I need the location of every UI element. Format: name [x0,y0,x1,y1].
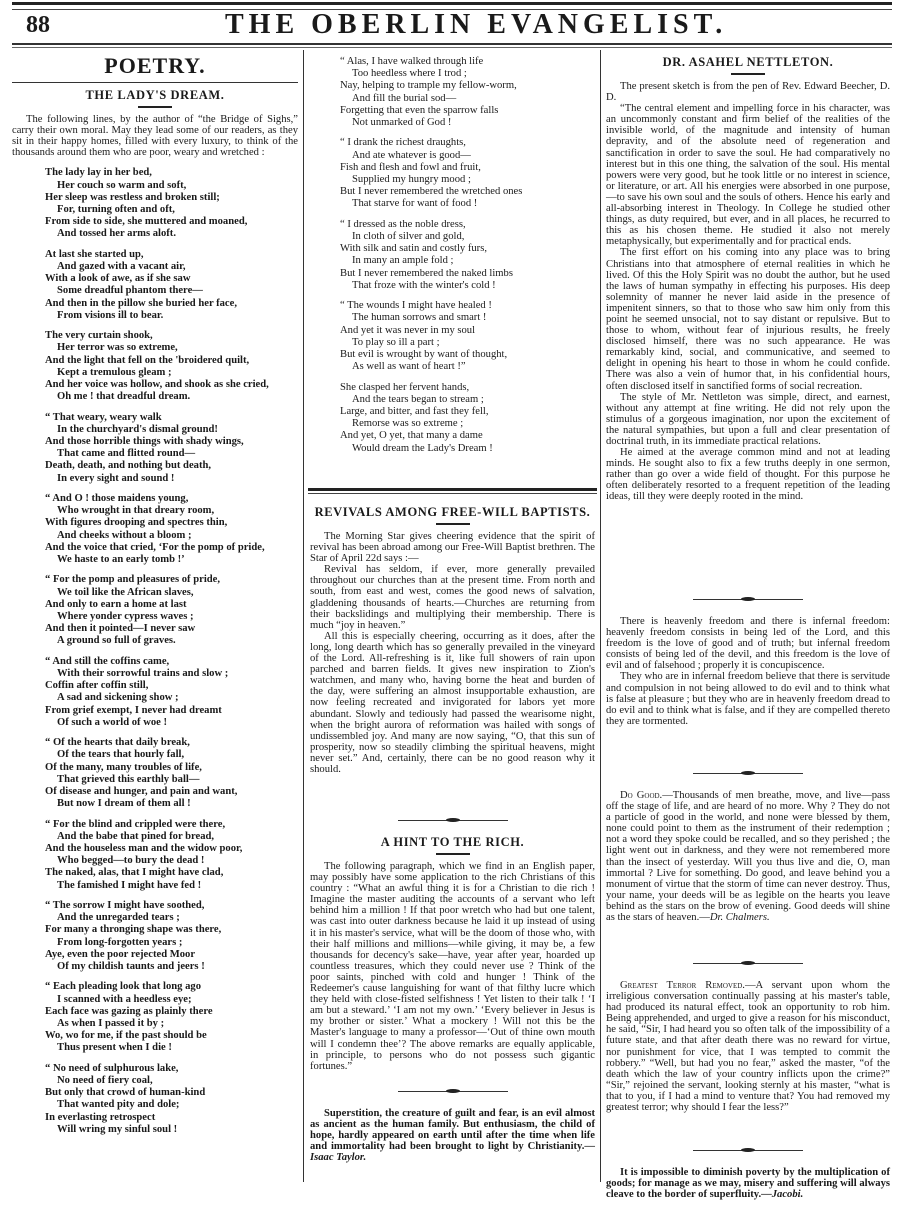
article-body [310,531,595,775]
stanza [45,167,298,240]
item-body [606,616,890,727]
paragraph: There is heavenly freedom and there is infernal freedom: heavenly freedom consists in being led of the Lord, and this freedom is the love of good and of truth; but infernal freedom consists of being led of the devil, and this freedom is the love of evil and of falsehood ; properly it is concupiscence. [606,616,890,672]
poem-line: The human sorrows and smart ! [352,312,487,324]
poem-line: A sad and sickening show ; [57,692,179,704]
poem-line: Who wrought in that dreary room, [57,505,215,517]
poem-line: With silk and satin and costly furs, [340,243,487,255]
poem-line: And tossed her arms aloft. [57,228,176,240]
poem-line: The famished I might have fed ! [57,879,202,891]
poem-line: And only to earn a home at last [45,598,187,610]
paragraph: Revival has seldom, if ever, more generally prevailed throughout our churches than at the present time. From north and south, from east and west, comes the good news of salvation, gladdening thousands of hearts.—Churches are returning from their backslidings and multiplying their membership. There is much “joy in heaven.” [310,564,595,631]
title-rule [731,73,765,75]
poem-line: In the churchyard's dismal ground! [57,423,218,435]
do-good-item [606,773,890,923]
poem-line: That starve for want of food ! [352,198,478,210]
stanza [45,900,298,973]
paragraph: The first effort on his coming into any place was to bring Christians into that atmosphere of eternal realities in which he lived. Of this the Holy Spirit was no doubt the author, but he used the laws of human sympathy in effecting his purposes. His deep solemnity of manner he never laid aside in the presence of impenitent sinners, so that to those who saw him only from this point he seemed unsocial, not to say distant or repulsive. But to those to whom, without fear of injurious results, he freely disclosed himself, there was no such appearance. He was remarkably kind, social, and communicative, and seemed to delight in opening his heart to those in whom he could confide. There was also a vein of humor that, in his confidential hours, often disclosed itself in sanctified forms of social recreation. [606,247,890,392]
poem-line: From side to side, she muttered and moaned, [45,216,248,228]
double-rule [308,488,597,494]
terror-item [606,963,890,1113]
poem-line: “ For the blind and crippled were there, [45,818,226,830]
nettleton-article [606,54,890,503]
poem-line: A ground so full of graves. [57,635,176,647]
item-text [606,980,890,1113]
poem-line: “ Of the hearts that daily break, [45,737,190,749]
poem-line: Of the tears that hourly fall, [57,749,185,761]
poem-line: We haste to an early tomb !’ [57,554,185,566]
poem-line: “ For the pomp and pleasures of pride, [45,574,221,586]
ornamental-rule [693,1150,803,1154]
article-title: A HINT TO THE RICH. [380,835,525,849]
poem-line: And the tears began to stream ; [352,393,484,405]
poem-line: And cheeks without a bloom ; [57,529,192,541]
section-rule [12,82,298,83]
poem-line: Of my childish taunts and jeers ! [57,961,205,973]
paragraph: The Morning Star gives cheering evidence that the spirit of revival has been abroad among our Free-Will Baptist brethren. The Star of April 22d says :— [310,531,595,565]
poem-line: “ I drank the richest draughts, [340,137,466,149]
paragraph: They who are in infernal freedom believe that there is servitude and compulsion in not being allowed to do evil and to think what is false at pleasure ; but they who are in heavenly freedom dread to do evil and to think what is false, and if they are compelled thereto they are tormented. [606,671,890,727]
poem-line: And those horrible things with shady wings, [45,436,244,447]
poem-line: And fill the burial sod— [352,92,457,104]
column-divider [600,50,601,1182]
paragraph: The following paragraph, which we find in an English paper, may possibly have some application to the rich Christians of this country : “What an awful thing it is for a Christian to die rich ! Imagine the master auditing the accounts of a servant who left behind him a million ! If that poor wretch who had but one talent, was cast into outer darkness because he laid it up instead of using it in his master's service, what will be the doom of those who, with their half millions and millions—while giving, it may be, a few thousands for decency's sake—have, year after year, hoarded up countless treasures, which they could never use ? Think of the poor saints, pinched with cold and hunger ! Think of the Redeemer's cause languishing for want of that filthy lucre which they held with close-fisted selfishness ! Yet listen to their talk ! ‘I am but a steward.’ ‘I am not my own.’ ‘Every believer in Jesus is my brother or sister.’ What a mockery ! Will not this be the Master's language to many a professor—‘Out of thine own mouth will I condemn thee’? The above remarks are equally applicable, in principle, to persons who do not possess such gigantic fortunes.” [310,861,595,1072]
poem-line: Where yonder cypress waves ; [57,611,194,623]
poem-line: And the light that fell on the 'broidered quilt, [45,354,250,366]
quote-text: Superstition, the creature of guilt and fear, is an evil almost as ancient as the human family. But enthusiasm, the child of hope, hardly appeared on earth until after the time when life and immortality had been brought to light by Christianity.— [310,1108,595,1153]
article-body [606,81,890,503]
poem-line: Oh me ! that dreadful dream. [57,391,191,403]
poem-line: As when I passed it by ; [57,1018,165,1030]
poem-line: For, turning often and oft, [57,203,175,215]
poem-line: Her sleep was restless and broken still; [45,191,220,203]
item-lead: Do Good. [620,790,663,801]
stanza [340,300,595,373]
poem-line: Aye, even the poor rejected Moor [45,948,196,960]
ornamental-rule [693,773,803,777]
section-title: POETRY. [104,53,206,78]
poem-line: But I never remembered the wretched ones [340,186,523,198]
masthead-bottom-rule [12,43,892,48]
poem-line: Thus present when I die ! [57,1042,172,1054]
title-rule [436,523,470,525]
stanza [45,493,298,566]
poem-line: That grieved this earthly ball— [57,773,200,785]
poem-line: And then it pointed—I never saw [45,623,196,635]
stanza [45,574,298,647]
poem-line: Forgetting that even the sparrow falls [340,104,499,116]
poem-line: Not unmarked of God ! [352,117,452,129]
newspaper-title: THE OBERLIN EVANGELIST. [225,9,728,40]
poem-line: To play so ill a part ; [352,336,440,348]
poem-line: That wanted pity and dole; [57,1099,180,1111]
article-body [310,861,595,1072]
poem-line: Coffin after coffin still, [45,680,149,692]
column-divider [303,50,304,1182]
poem-line: I scanned with a heedless eye; [57,993,192,1005]
poem-line: “ The sorrow I might have soothed, [45,900,205,912]
poem-line: And then in the pillow she buried her face, [45,297,237,309]
paragraph: The present sketch is from the pen of Rev. Edward Beecher, D. D. [606,81,890,104]
poem-continued [310,56,595,463]
poem-line: Kept a tremulous gleam ; [57,366,172,378]
hint-article [310,820,595,1072]
poem-line: From grief exempt, I never had dreamt [45,704,222,716]
poem-line: That came and flitted round— [57,448,196,460]
poem-line: Large, and bitter, and fast they fell, [340,406,489,418]
poem-line: Nay, helping to trample my fellow-worm, [340,80,517,92]
poem-line: And gazed with a vacant air, [57,260,186,272]
poem-line: With figures drooping and spectres thin, [45,517,228,529]
poem-line: And the voice that cried, ‘For the pomp of pride, [45,541,265,553]
poem-line: For many a thronging shape was there, [45,924,222,936]
poem-line: And the unregarded tears ; [57,912,180,924]
poem-line: In many an ample fold ; [352,255,454,267]
poem-line: “ And O ! those maidens young, [45,493,189,504]
title-rule [138,106,172,108]
stanza [45,330,298,403]
stanza [45,1063,298,1136]
superstition-item [310,1091,595,1163]
poem-line: And yet, O yet, that many a dame [340,430,483,442]
poem-line: “ No need of sulphurous lake, [45,1062,179,1074]
poem-line: Fish and flesh and fowl and fruit, [340,161,481,173]
poem-line: Will wring my sinful soul ! [57,1123,178,1135]
poverty-item [606,1150,890,1200]
stanza [340,137,595,210]
paragraph: “The central element and impelling force in his character, was an uncommonly constant and firm belief of the realities of the invisible world, of the magnitude and intensity of human depravity, and of the absolute need of regeneration and sanctification in order to save the soul. He had comparatively no interest but in this one thing, the salvation of the soul. His mental powers were very good, but he took little or no interest in science, or literature, or art. All his energies were absorbed in one purpose,—to save his own soul and the souls of others. Hence his early and all-absorbing interest in Theology. In College he studied other things, as duty required, but ever, and in all places, he recurred to this as his chosen theme. He studied it also not merely metaphysically, but experimentally and for practical ends. [606,103,890,248]
item-text [310,1108,595,1163]
poem-line: With a look of awe, as if she saw [45,273,191,285]
poem-line: We toil like the African slaves, [57,586,194,598]
poem-line: Too heedless where I trod ; [352,68,467,80]
quote-author: Jacobi. [771,1189,804,1201]
stanza [45,249,298,322]
poem-line: But now I dream of them all ! [57,798,191,810]
poem-title: THE LADY'S DREAM. [85,88,225,102]
item-text [606,790,890,923]
poem-line: Her terror was so extreme, [57,342,178,354]
poem-line: In everlasting retrospect [45,1111,156,1123]
poem-stanzas [310,56,595,455]
poem-line: Supplied my hungry mood ; [352,174,471,186]
poem-line: That froze with the winter's cold ! [352,279,496,291]
poem-line: The very curtain shook, [45,330,153,342]
poem-line: The lady lay in her bed, [45,167,152,179]
poem-line: Death, death, and nothing but death, [45,460,212,472]
ornamental-rule [398,820,508,824]
poem-line: Who begged—to bury the dead ! [57,855,205,867]
quote-text: It is impossible to diminish poverty by the multiplication of goods; for manage as we may, misery and suffering will always cleave to the border of superfluity.— [606,1167,890,1201]
poem-line: Of the many, many troubles of life, [45,761,202,773]
poem-line: Each face was gazing as plainly there [45,1005,213,1017]
poem-line: Would dream the Lady's Dream ! [352,442,493,454]
article-title: REVIVALS AMONG FREE-WILL BAPTISTS. [314,505,591,519]
ornamental-rule [398,1091,508,1095]
revivals-article [310,488,595,775]
poem-line: Of disease and hunger, and pain and want, [45,786,238,798]
poem-line: From long-forgotten years ; [57,936,183,948]
poem-line: Some dreadful phantom there— [57,285,203,297]
ornamental-rule [693,963,803,967]
stanza [45,819,298,892]
freedom-item [606,599,890,727]
poem-line: And the babe that pined for bread, [57,830,215,842]
poem-line: From visions ill to bear. [57,309,164,321]
paragraph: He aimed at the average common mind and not at leading minds. He sought also to fix a few truths deeply in one sermon, rather than go over a wide field of thought. For this purpose he often deliberately resorted to a frequent repetition of the leading ideas, till they were deeply rooted in the mind. [606,447,890,503]
ornamental-rule [693,599,803,603]
item-author: Dr. Chalmers. [709,912,770,924]
poem-stanzas [12,167,298,1136]
poem-line: “ That weary, weary walk [45,411,162,423]
item-text [606,1167,890,1200]
item-body-text: —Thousands of men breathe, move, and live—pass off the stage of life, and are heard of no more. Why ? They do not a particle of good in the world, and none were blessed by them, none could point to them as the instrument of their redemption ; not a word they spoke could be recalled, and so they perished ; the light went out in darkness, and they were not remembered more than the insect of yesterday. Will you thus live and die, O, man immortal ? Live for something. Do good, and leave behind you a monument of virtue that the storm of time can never destroy. Thus, your name, your deeds will be as legible on the hearts you leave behind as the stars on the brow of evening. Good deeds will shine as the stars of heaven.— [606,790,890,924]
poem-line: And the houseless man and the widow poor, [45,843,243,855]
stanza [340,219,595,292]
poem-line: “ Each pleading look that long ago [45,981,201,993]
poem-line: But evil is wrought by want of thought, [340,349,508,361]
poem-line: But I never remembered the naked limbs [340,267,513,279]
poem-line: “ Alas, I have walked through life [340,56,484,67]
poem-line: “ I dressed as the noble dress, [340,218,466,230]
poem-line: The naked, alas, that I might have clad, [45,867,224,879]
stanza [45,412,298,485]
poem-line: “ The wounds I might have healed ! [340,300,492,312]
poem-line: But only that crowd of human-kind [45,1087,206,1099]
stanza [340,56,595,129]
quote-author: Isaac Taylor. [310,1152,367,1164]
poem-intro: The following lines, by the author of “the Bridge of Sighs,” carry their own moral. May they lead some of our readers, as they sit in their happy homes, filled with every luxury, to think of the thousands around them who are poor, weary and wretched : [12,114,298,159]
poem-line: “ And still the coffins came, [45,655,170,667]
poem-line: In every sight and sound ! [57,472,175,484]
poem-line: And yet it was never in my soul [340,324,476,336]
article-title: DR. ASAHEL NETTLETON. [662,55,834,69]
page-number: 88 [26,12,50,38]
poem-line: And ate whatever is good— [352,149,471,161]
poem-line: Wo, wo for me, if the past should be [45,1030,207,1042]
stanza [340,382,595,455]
poem-line: At last she started up, [45,248,144,260]
stanza [45,981,298,1054]
item-lead: Greatest Terror Removed. [620,980,745,991]
poem-line: In cloth of silver and gold, [352,231,465,243]
poem-line: Her couch so warm and soft, [57,179,187,191]
poem-line: As well as want of heart !” [352,361,466,373]
paragraph: All this is especially cheering, occurring as it does, after the long, long dearth which has so generally prevailed in the vineyard of the Lord. All-refreshing is it, like full showers of rain upon parched and barren fields. It gives new inspiration to Zion's watchmen, and many who, having borne the heat and burden of the day, were suffering an almost insupportable exhaustion, are now feeling recreated and invigorated for labors yet more abundant. Slowly and tediously had passed the wearisome night, when the bright aurora of reformation was hailed with songs of undissembled joy. And many are now saying, “O, that this sun of prosperity, now so steadily climbing the spiritual heavens, might never set.” And, certainly, there can be no good reason why it should. [310,630,595,775]
poetry-section [12,53,298,1144]
poem-line: Remorse was so extreme ; [352,418,464,430]
item-body-text: —A servant upon whom the irreligious conversation continually passing at his master's table, had produced its natural effect, took an opportunity to rob him. Being apprehended, and urged to give a reason for his misconduct, he said, “Sir, I had heard you so often talk of the impossibility of a future state, and that after death there was no reward for virtue, nor punishment for vice, that I was tempted to commit the robbery.” “Well, but had you no fear,” asked the master, “of the death which the law of your country inflicts upon the crime?” “Sir,” rejoined the servant, looking sternly at his master, “what is that to you, if I had a mind to venture that? You had removed my greatest terror; why should I fear the less?” [606,980,890,1114]
paragraph: The style of Mr. Nettleton was simple, direct, and earnest, without any attempt at fine writing. He did not rely upon the stimulus of a gorgeous imagination, nor upon the excitement of the natural sympathies, but upon a full and clear presentation of doctrinal truth, in its immediate practical relations. [606,391,890,447]
poem-line: She clasped her fervent hands, [340,381,470,393]
stanza [45,737,298,810]
poem-line: Of such a world of woe ! [57,716,168,728]
poem-line: With their sorrowful trains and slow ; [57,668,229,680]
stanza [45,656,298,729]
poem-line: And her voice was hollow, and shook as she cried, [45,379,269,390]
poem-line: No need of fiery coal, [57,1075,153,1087]
title-rule [436,853,470,855]
